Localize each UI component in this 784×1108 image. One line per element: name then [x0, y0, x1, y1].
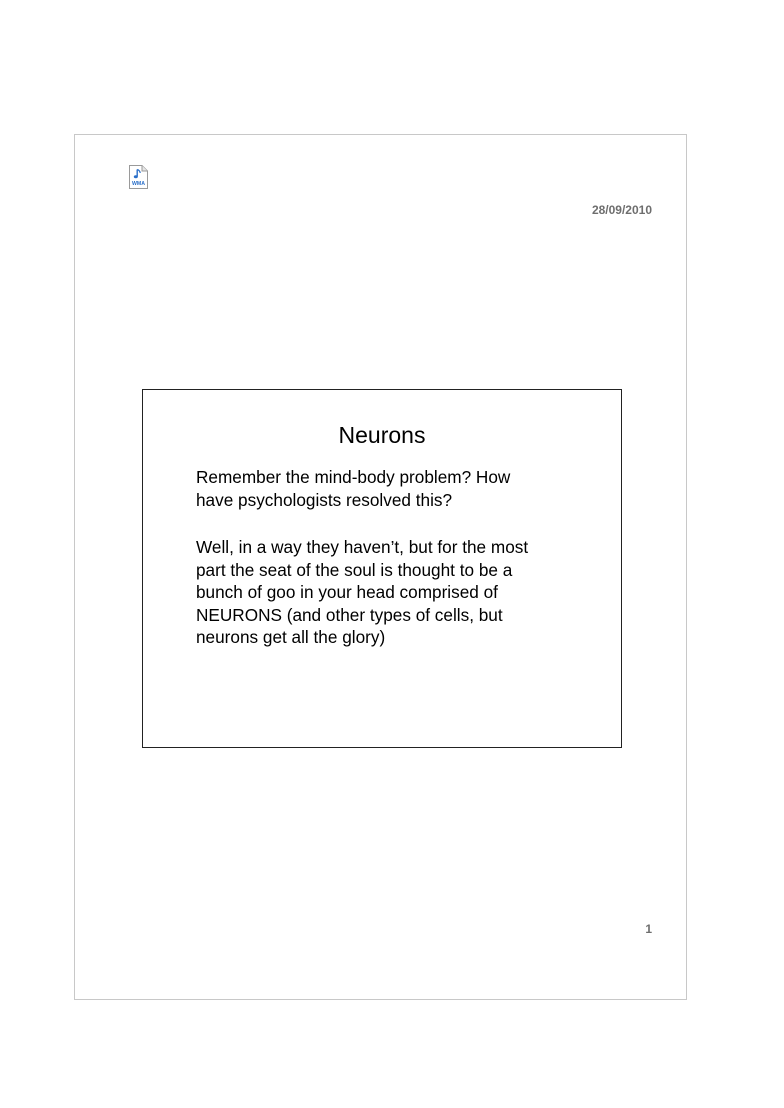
slide-title: Neurons: [338, 422, 426, 448]
wma-icon-label: WMA: [132, 181, 145, 187]
paragraph-line: bunch of goo in your head comprised of: [196, 582, 498, 602]
slide-body: [196, 466, 568, 674]
paragraph-line: have psychologists resolved this?: [196, 489, 453, 510]
paragraph-line: NEURONS (and other types of cells, but: [196, 604, 503, 625]
paragraph-line: Well, in a way they haven’t, but for the most: [196, 537, 529, 557]
wma-audio-file-icon[interactable]: [129, 165, 148, 189]
slide-paragraph-1: [196, 466, 568, 511]
handout-page: [74, 134, 687, 1000]
paragraph-line: part the seat of the soul is thought to be a: [196, 559, 513, 580]
document-date: 28/09/2010: [591, 203, 652, 217]
page-number: 1: [645, 922, 652, 936]
paragraph-line: Remember the mind-body problem? How: [196, 467, 511, 487]
paragraph-line: neurons get all the glory): [196, 627, 386, 647]
slide-paragraph-2: [196, 536, 568, 649]
slide-thumbnail: [142, 389, 622, 748]
